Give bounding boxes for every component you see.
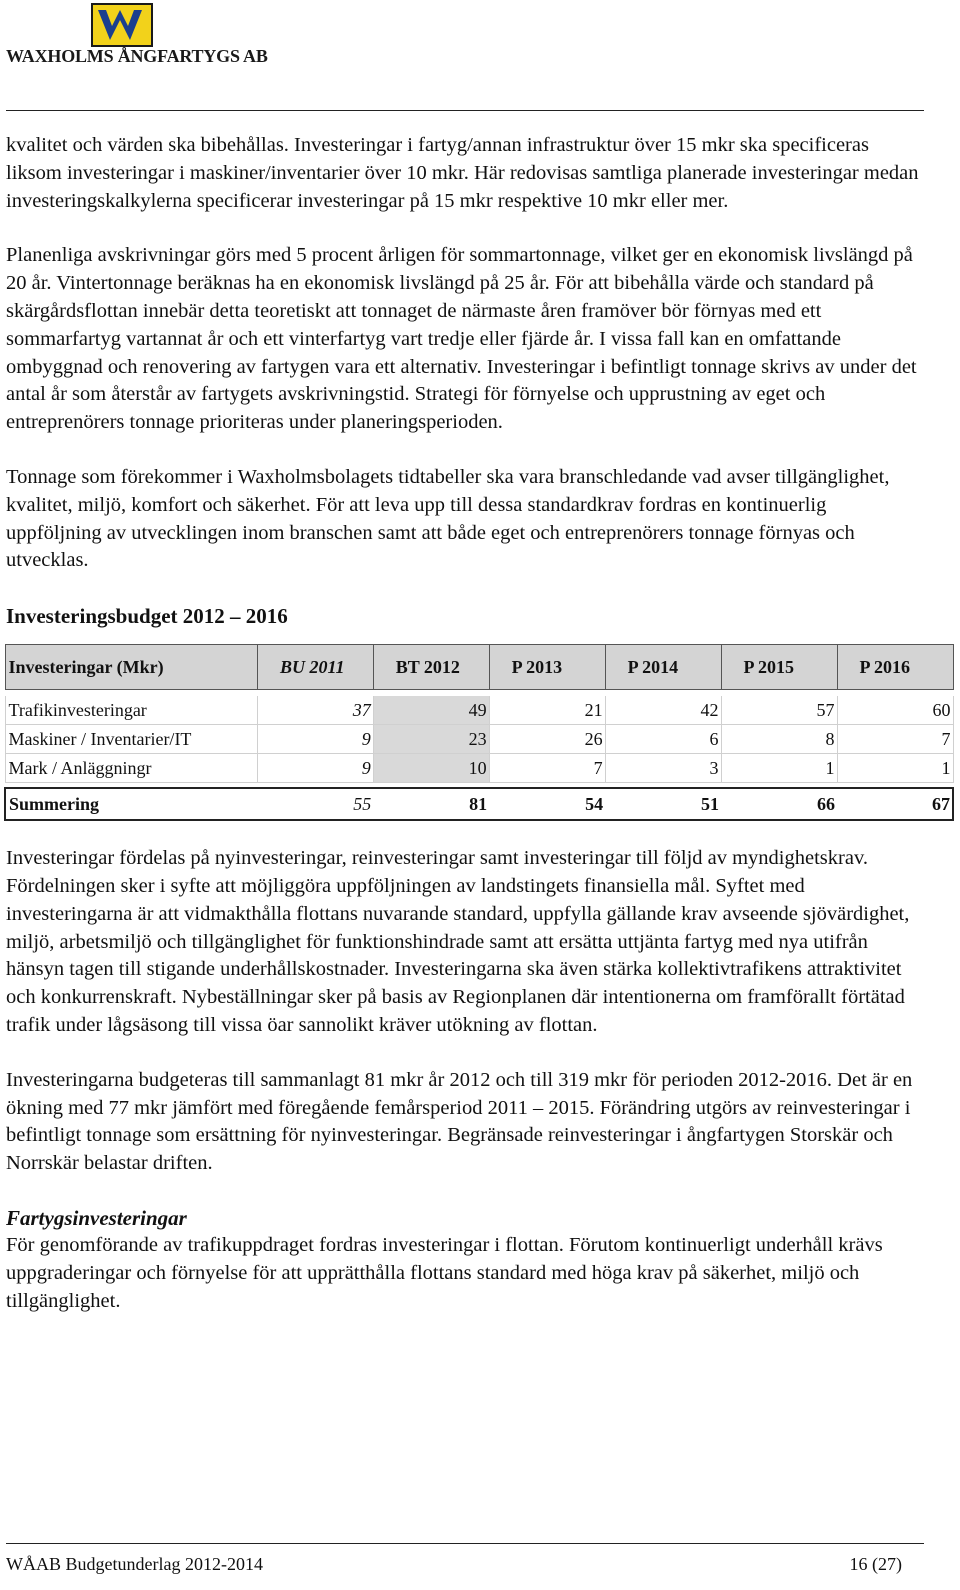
footer-rule	[6, 1543, 924, 1544]
table-cell: Trafikinvesteringar	[5, 696, 257, 725]
table-cell: 49	[373, 696, 489, 725]
table-header-cell: Investeringar (Mkr)	[5, 645, 257, 690]
paragraph: Investeringarna budgeteras till sammanlagt 81 mkr år 2012 och till 319 mkr för perioden 2012-2016. Det är en ökning med 77 mkr jämfört med föregående femårsperiod 2011 – 2015. Förändring utgörs av reinvesteringar i befintligt tonnage som ersättning för nyinvesteringar. Begränsade reinvesteringar i ångfartygen Storskär och Norrskär belastar driften.	[6, 1068, 913, 1175]
table-cell: 23	[373, 725, 489, 754]
table-row	[5, 696, 953, 725]
paragraph: kvalitet och värden ska bibehållas. Investeringar i fartyg/annan infrastruktur över 15 mkr ska specificeras liksom investeringar i maskiner/inventarier över 10 mkr. Här redovisas samtliga planerade investeringar medan investeringskalkylerna specificerar investeringar på 15 mkr respektive 10 mkr eller mer.	[6, 134, 919, 212]
table-header-cell: P 2015	[721, 645, 837, 690]
table-cell: 1	[837, 754, 953, 783]
investment-budget-table	[4, 644, 954, 821]
paragraph: Investeringar fördelas på nyinvesteringar, reinvesteringar samt investeringar till följd av myndighetskrav. Fördelningen sker i syfte att möjliggöra uppföljningen av landstingets finansiella mål. Syftet med investeringarna är att vidmakthålla flottans nuvarande standard, uppfylla gällande krav avseende sjövärdighet, miljö, arbetsmiljö och tillgänglighet för funktionshindrade samt att ersätta uttjänta fartyg med nya utifrån hänsyn tagen till stigande underhållskostnader. Investeringarna ska även stärka kollektivtrafikens attraktivitet och konkurrenskraft. Nybeställningar sker på basis av Regionplanen där intentionerna om framförallt förtätad trafik under lågsäsong till vissa öar sannolikt kräver utökning av flottan.	[6, 847, 910, 1036]
table-cell: Summering	[5, 788, 257, 820]
table-cell: 9	[257, 725, 373, 754]
table-cell: 54	[489, 788, 605, 820]
header-rule	[6, 110, 924, 111]
waxholm-flag-icon	[90, 2, 158, 50]
table-cell: 51	[605, 788, 721, 820]
table-cell: 81	[373, 788, 489, 820]
company-logo	[4, 2, 268, 66]
document-body	[6, 132, 951, 1315]
table-cell: 26	[489, 725, 605, 754]
table-cell: 7	[489, 754, 605, 783]
table-header-cell: P 2016	[837, 645, 953, 690]
table-cell: 55	[257, 788, 373, 820]
table-cell: 66	[721, 788, 837, 820]
footer-document-title: WÅAB Budgetunderlag 2012-2014	[6, 1554, 263, 1574]
table-sum-row	[5, 788, 953, 820]
table-cell: 3	[605, 754, 721, 783]
table-cell: 10	[373, 754, 489, 783]
paragraph: Tonnage som förekommer i Waxholmsbolagets tidtabeller ska vara branschledande vad avser tillgänglighet, kvalitet, miljö, komfort och säkerhet. För att leva upp till dessa standardkrav fordras en kontinuerlig uppföljning av utvecklingen inom branschen samt att både eget och entreprenörers tonnage förnyas och utvecklas.	[6, 465, 890, 572]
table-cell: Maskiner / Inventarier/IT	[5, 725, 257, 754]
table-header-cell: BU 2011	[257, 645, 373, 690]
footer-page-number: 16 (27)	[849, 1554, 902, 1574]
table-cell: 1	[721, 754, 837, 783]
paragraph: För genomförande av trafikuppdraget fordras investeringar i flottan. Förutom kontinuerligt underhåll krävs uppgraderingar och förnyelse för att upprätthålla flottans standard med höga krav på säkerhet, miljö och tillgänglighet.	[6, 1233, 883, 1312]
table-cell: 6	[605, 725, 721, 754]
paragraph: Planenliga avskrivningar görs med 5 procent årligen för sommartonnage, vilket ger en ekonomisk livslängd på 20 år. Vintertonnage beräknas ha en ekonomisk livslängd på 25 år. För att bibehålla värde och standard på skärgårdsflottan innebär detta teoretiskt att tonnaget de närmaste åren framöver bör förnyas med ett sommarfartyg vartannat år och ett vinterfartyg vart tredje eller fjärde år. I vissa fall kan en omfattande ombyggnad och renovering av fartygen vara ett alternativ. Investeringar i befintligt tonnage skrivs av under det antal år som återstår av fartygets avskrivningstid. Strategi för förnyelse och upprustning av eget och entreprenörers tonnage prioriteras under planeringsperioden.	[6, 244, 917, 434]
table-cell: 8	[721, 725, 837, 754]
table-header-cell: BT 2012	[373, 645, 489, 690]
table-cell: 21	[489, 696, 605, 725]
table-header-row	[5, 645, 953, 690]
section-heading: Fartygsinvesteringar	[6, 1205, 187, 1230]
table-cell: 37	[257, 696, 373, 725]
table-cell: Mark / Anläggningr	[5, 754, 257, 783]
table-cell: 57	[721, 696, 837, 725]
company-logo-text: WAXHOLMS ÅNGFARTYGS AB	[6, 46, 268, 66]
table-cell: 60	[837, 696, 953, 725]
section-heading: Investeringsbudget 2012 – 2016	[6, 604, 288, 629]
table-header-cell: P 2013	[489, 645, 605, 690]
table-cell: 42	[605, 696, 721, 725]
table-cell: 7	[837, 725, 953, 754]
table-cell: 67	[837, 788, 953, 820]
table-header-cell: P 2014	[605, 645, 721, 690]
table-row	[5, 754, 953, 783]
table-cell: 9	[257, 754, 373, 783]
table-row	[5, 725, 953, 754]
